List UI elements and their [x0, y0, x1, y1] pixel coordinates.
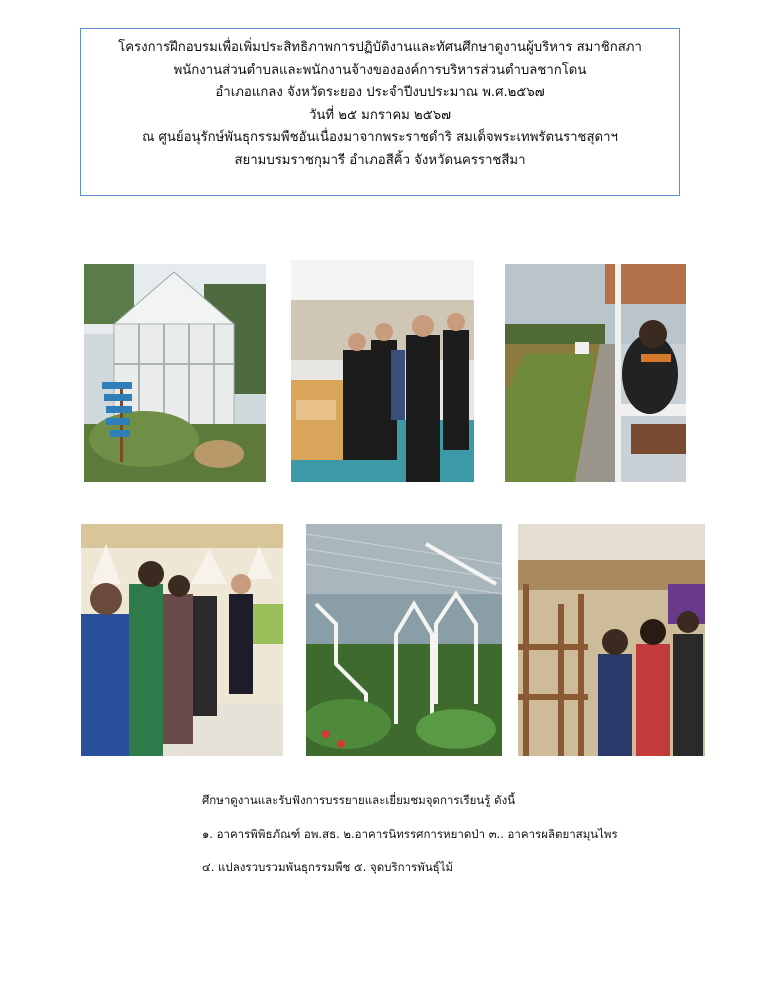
caption-items-line-1: ๑. อาคารพิพิธภัณฑ์ อพ.สธ. ๒.อาคารนิทรรศการหยาดป่า ๓.. อาคารผลิตยาสมุนไพร	[202, 827, 618, 841]
header-line-4: วันที่ ๒๕ มกราคม ๒๕๖๗	[308, 107, 451, 123]
header-line-6: สยามบรมราชกุมารี อำเภอสีคิ้ว จังหวัดนครราชสีมา	[234, 152, 526, 168]
photo-plant-nursery	[306, 524, 502, 756]
photo-greenhouse	[84, 264, 266, 482]
photo-tram-ride	[505, 264, 686, 482]
header-line-2: พนักงานส่วนตำบลและพนักงานจ้างขององค์การบริหารส่วนตำบลชากโดน	[173, 62, 587, 78]
photo-weaving-looms	[518, 524, 705, 756]
header-line-3: อำเภอแกลง จังหวัดระยอง ประจำปีงบประมาณ พ.ศ.๒๕๖๗	[215, 85, 545, 101]
photo-museum-hall	[81, 524, 283, 756]
caption-intro: ศึกษาดูงานและรับฟังการบรรยายและเยี่ยมชมจุดการเรียนรู้ ดังนี้	[202, 793, 516, 807]
header-title-box	[80, 28, 680, 196]
caption-items-line-2: ๔. แปลงรวบรวมพันธุกรรมพืช ๕. จุดบริการพันธุ์ไม้	[202, 860, 454, 874]
header-line-1: โครงการฝึกอบรมเพื่อเพิ่มประสิทธิภาพการปฏิบัติงานและทัศนศึกษาดูงานผู้บริหาร สมาชิกสภา	[118, 40, 642, 55]
header-line-5: ณ ศูนย์อนุรักษ์พันธุกรรมพืชอันเนื่องมาจากพระราชดำริ สมเด็จพระเทพรัตนราชสุดาฯ	[142, 130, 618, 146]
photo-group-indoor	[291, 260, 474, 482]
